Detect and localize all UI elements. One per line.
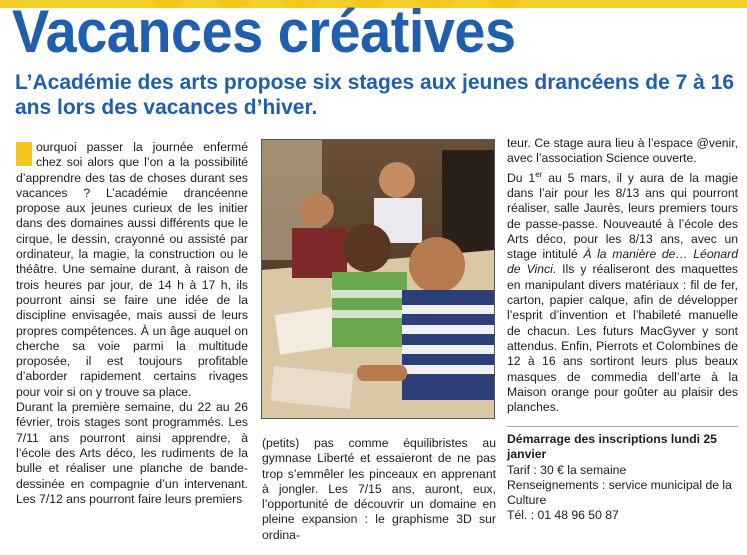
info-box bbox=[507, 432, 738, 524]
page-title: Vacances créatives bbox=[12, 0, 516, 65]
paragraph-intro bbox=[16, 140, 248, 400]
paragraph-intro-text: ourquoi passer la journée enfermé chez soi alors que l’on a la possibilité d’apprendre des tas de choses durant ses vacances ? L’académie drancéenne propose aux jeunes curieux de les initier dans des domaines aussi différents que le cirque, le dessin, crayonné ou assisté par ordinateur, la magie, la construction ou le théâtre. Une semaine durant, à raison de trois heures par jour, de 14 h à 17 h, ils pourront ainsi se faire une idée de la discipline envisagée, mais aussi de leurs propres compétences. À un âge auquel on cherche sa voie parmi la multitude proposée, il est toujours profitable d’aborder rapidement certains rivages pour voir si on y trouve sa place. bbox=[16, 140, 248, 399]
info-heading: Démarrage des inscriptions lundi 25 janvier bbox=[507, 432, 717, 462]
paragraph-science: teur. Ce stage aura lieu à l’espace @venir, avec l’association Science ouverte. bbox=[507, 136, 738, 166]
paragraph-circus: (petits) pas comme équilibristes au gymnase Liberté et essaieront de ne pas trop s’emmêler les pinceaux en apprenant à jongler. Les 7/15 ans, auront, eux, l’opportunité de découvrir un domaine en pleine expansion : le graphisme 3D sur ordina- bbox=[262, 436, 496, 542]
page-subtitle: L’Académie des arts propose six stages aux jeunes drancéens de 7 à 16 ans lors des vacances d’hiver. bbox=[15, 71, 735, 119]
info-phone: Tél. : 01 48 96 50 87 bbox=[507, 508, 619, 523]
article-column-2 bbox=[262, 436, 496, 543]
week2-text-a: Du 1 bbox=[507, 170, 536, 185]
article-column-3 bbox=[507, 136, 738, 415]
info-tarif: Tarif : 30 € la semaine bbox=[507, 462, 627, 477]
week2-text-b: au 5 mars, il y aura de la magie dans l’air pour les 8/13 ans qui pourront réaliser, salle Jaurès, leurs premiers tours de passe-passe. Nouveauté à l’école des Arts déco, pour les 8/13 ans, avec un stage intitulé bbox=[507, 170, 738, 262]
info-contact: Renseignements : service municipal de la Culture bbox=[507, 477, 732, 508]
info-separator bbox=[507, 426, 738, 427]
photo-children-painting bbox=[262, 140, 494, 418]
article-photo bbox=[261, 139, 495, 419]
paragraph-week2 bbox=[507, 167, 738, 416]
article-column-1 bbox=[16, 140, 248, 507]
workshop-title: À la manière de… Léonard de Vinci bbox=[507, 247, 738, 277]
week2-sup: er bbox=[535, 169, 543, 179]
paragraph-week1: Durant la première semaine, du 22 au 26 février, trois stages sont programmés. Les 7/11 ans pourront ainsi apprendre, à l’école des Arts déco, les rudiments de la bulle et réaliser une planche de bande-dessinée en compagnie d’un intervenant. Les 7/12 ans pourront faire leurs premiers bbox=[16, 400, 248, 506]
week2-text-c: . Ils y réaliseront des maquettes en manipulant divers matériaux : fil de fer, carton, papier calque, afin de développer l’esprit d’invention et l’habileté manuelle de chacun. Les futurs MacGyver y sont attendus. Enfin, Pierrots et Colombines de 12 à 16 ans sortiront leurs plus beaux masques de commedia dell’arte à la Maison orange pour goûter au plaisir des planches. bbox=[507, 262, 739, 415]
dropcap: P bbox=[16, 142, 32, 166]
